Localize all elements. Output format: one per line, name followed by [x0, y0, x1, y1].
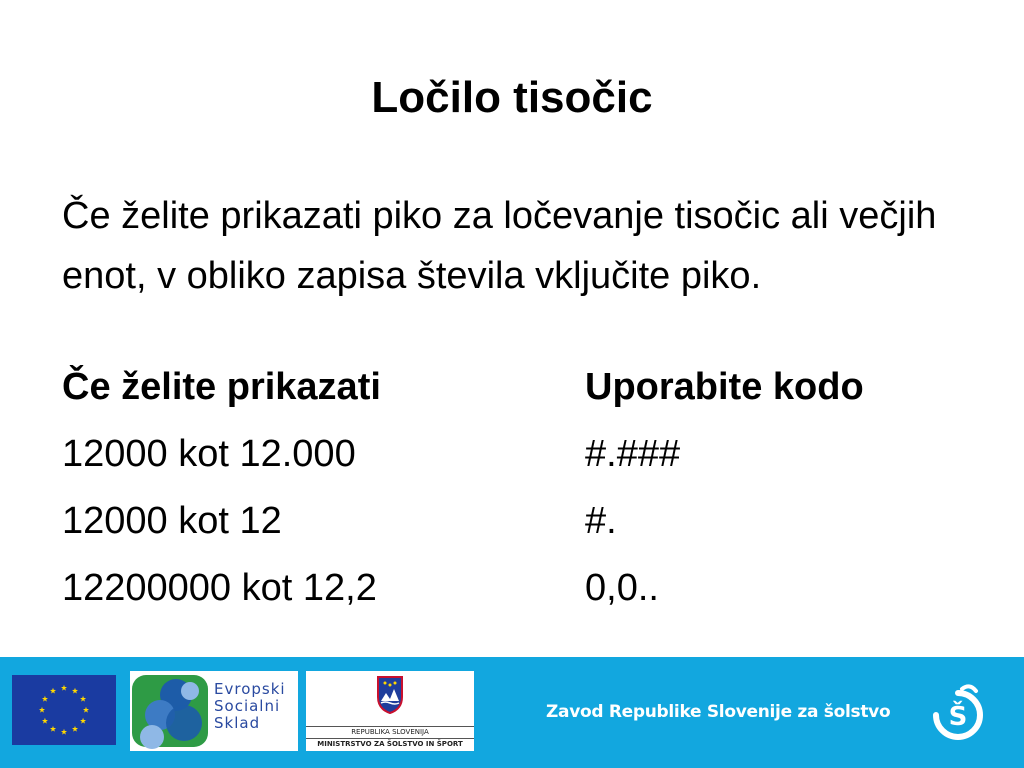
eu-flag-icon: [12, 675, 116, 745]
header-code: Uporabite kodo: [585, 366, 864, 408]
table-header-row: [62, 355, 962, 422]
esf-line-1: Evropski: [214, 680, 286, 698]
ministry-line-2: MINISTRSTVO ZA ŠOLSTVO IN ŠPORT: [306, 738, 474, 748]
row-code: #.: [585, 500, 617, 542]
slovenia-coat-of-arms-icon: [376, 675, 404, 715]
row-display: 12200000 kot 12,2: [62, 567, 377, 609]
slide-title: Ločilo tisočic: [371, 73, 653, 122]
row-code: #.###: [585, 433, 681, 475]
svg-text:Š: Š: [948, 702, 968, 732]
footer-bar: [0, 657, 1024, 768]
row-code: 0,0..: [585, 567, 659, 609]
esf-text: [214, 681, 286, 732]
ministry-logo: [306, 671, 474, 751]
row-display: 12000 kot 12: [62, 500, 282, 542]
table-row: [62, 556, 962, 623]
institute-name: Zavod Republike Slovenije za šolstvo: [546, 702, 891, 722]
intro-paragraph: Če želite prikazati piko za ločevanje tisočic ali večjih enot, v obliko zapisa števila vključite piko.: [62, 195, 937, 297]
table-row: [62, 489, 962, 556]
zrss-logo-icon: [926, 681, 990, 745]
header-display: Če želite prikazati: [62, 366, 381, 408]
format-code-table: [62, 355, 962, 623]
row-display: 12000 kot 12.000: [62, 433, 356, 475]
ministry-line-1: REPUBLIKA SLOVENIJA: [306, 726, 474, 736]
esf-line-2: Socialni: [214, 697, 281, 715]
table-row: [62, 422, 962, 489]
esf-line-3: Sklad: [214, 714, 261, 732]
esf-logo-icon: [130, 671, 298, 751]
